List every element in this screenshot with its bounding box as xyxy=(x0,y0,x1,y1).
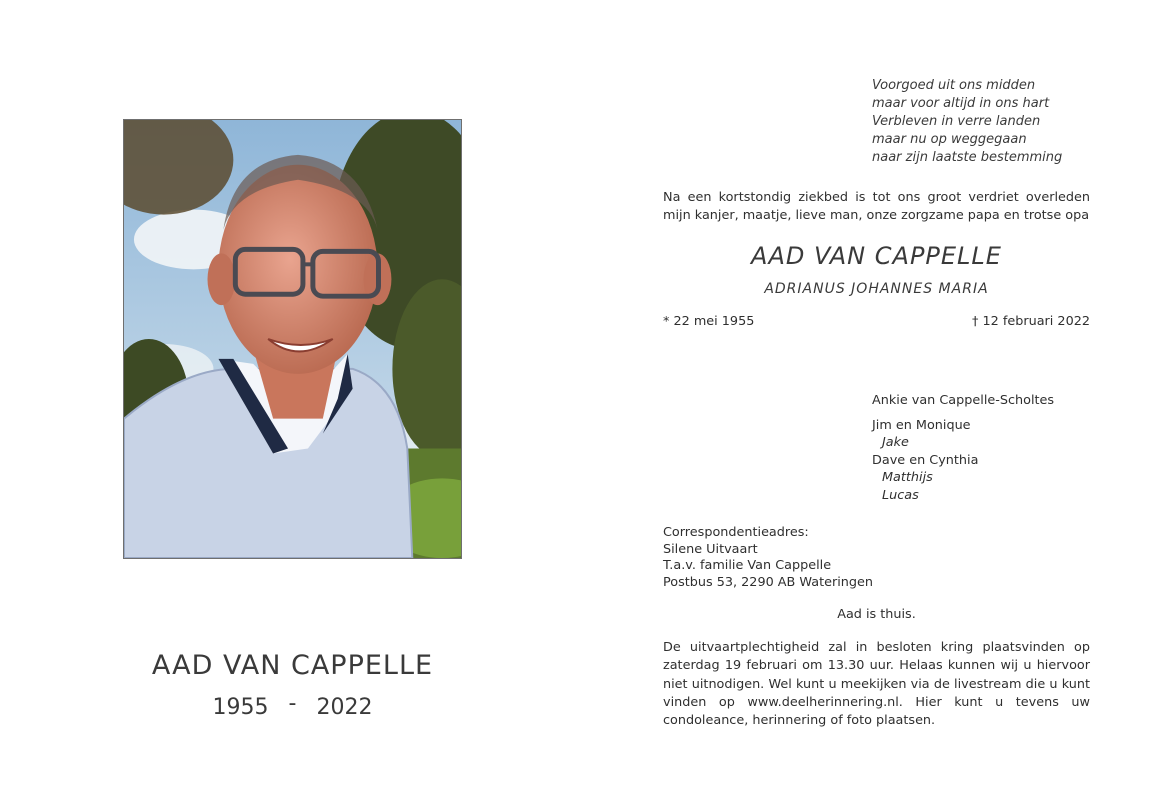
poem-line: maar voor altijd in ons hart xyxy=(872,96,1050,111)
child-family: Jim en Monique xyxy=(872,417,971,433)
poem xyxy=(872,77,1062,167)
grandchild: Matthijs xyxy=(882,470,933,485)
poem-line: Voorgoed uit ons midden xyxy=(872,78,1036,93)
cover-year-end: 2022 xyxy=(316,695,373,720)
poem-line: Verbleven in verre landen xyxy=(872,114,1041,129)
family-list xyxy=(872,392,1054,504)
poem-line: maar nu op weggegaan xyxy=(872,132,1027,147)
home-note: Aad is thuis. xyxy=(837,607,916,622)
deceased-full-name: ADRIANUS JOHANNES MARIA xyxy=(764,281,989,297)
child-family: Dave en Cynthia xyxy=(872,452,979,468)
spouse: Ankie van Cappelle-Scholtes xyxy=(872,393,1055,408)
correspondence-line: Silene Uitvaart xyxy=(663,541,758,557)
grandchild: Jake xyxy=(882,435,909,450)
deceased-name: AAD VAN CAPPELLE xyxy=(751,242,1002,270)
poem-line: naar zijn laatste bestemming xyxy=(872,150,1063,165)
service-paragraph: De uitvaartplechtigheid zal in besloten kring plaatsvinden op zaterdag 19 februari om 13.30 uur. Helaas kunnen wij u hiervoor niet uitnodigen. Wel kunt u meekijken via de livestream die u kunt vinden op www.deelherinnering.nl. Hier kunt u tevens uw condoleance, herinnering of foto plaatsen. xyxy=(663,640,1090,729)
birth-date: * 22 mei 1955 xyxy=(663,314,755,329)
cover-years xyxy=(120,691,465,720)
correspondence-line: Postbus 53, 2290 AB Wateringen xyxy=(663,574,873,590)
portrait-illustration xyxy=(124,120,461,558)
intro-paragraph: Na een kortstondig ziekbed is tot ons groot verdriet overleden mijn kanjer, maatje, lieve man, onze zorgzame papa en trotse opa xyxy=(663,190,1090,223)
death-date: † 12 februari 2022 xyxy=(972,314,1090,329)
grandchild: Lucas xyxy=(882,487,919,503)
cover-year-separator: - xyxy=(288,691,297,716)
cover-name: AAD VAN CAPPELLE xyxy=(151,650,434,681)
correspondence-address xyxy=(663,525,873,591)
cover-year-start: 1955 xyxy=(212,695,269,720)
correspondence-line: Correspondentieadres: xyxy=(663,525,809,540)
portrait-photo xyxy=(123,119,462,559)
correspondence-line: T.a.v. familie Van Cappelle xyxy=(663,558,832,573)
